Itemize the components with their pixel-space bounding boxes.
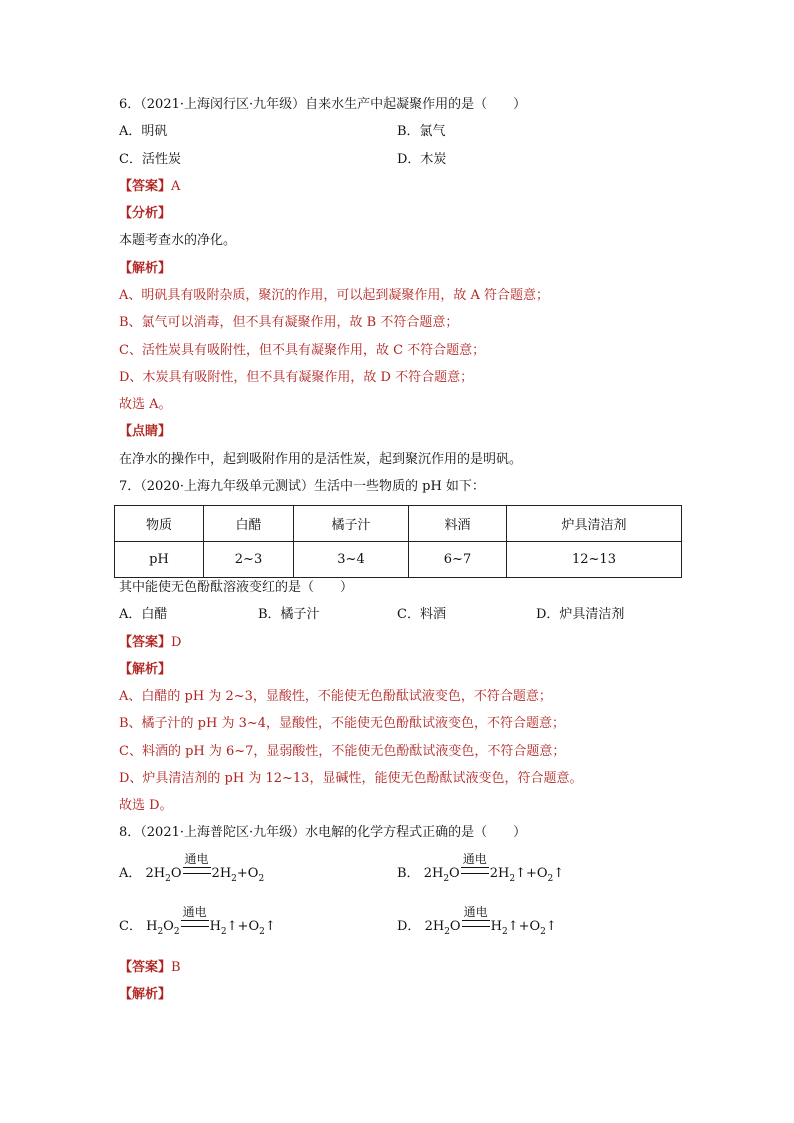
table-cell: 6~7: [409, 542, 507, 578]
q8-explain-tag: 【解析】: [119, 987, 172, 1002]
q6-comment-tag: 【点睛】: [119, 424, 172, 439]
q8-option-a: [119, 852, 265, 884]
q7-explain-tag: 【解析】: [119, 662, 172, 677]
q7-explain-b: B、橘子汁的 pH 为 3~4，显酸性，不能使无色酚酞试液变色，不符合题意；: [119, 716, 566, 731]
table-cell: 12~13: [507, 542, 682, 578]
q7-option-c: C．料酒: [397, 607, 446, 622]
q8-option-b: [397, 852, 565, 884]
q6-analysis-text: 本题考查水的净化。: [119, 233, 237, 248]
answer-tag: 【答案】: [119, 960, 172, 975]
q7-question: 其中能使无色酚酞溶液变红的是（ ）: [119, 580, 354, 595]
q7-option-a: A．白醋: [119, 607, 168, 622]
answer-tag: 【答案】: [119, 635, 172, 650]
reaction-condition: 通电: [181, 919, 209, 935]
q6-comment-text: 在净水的操作中，起到吸附作用的是活性炭，起到聚沉作用的是明矾。: [119, 452, 523, 467]
q7-answer: [119, 635, 181, 651]
q6-explain-d: D、木炭具有吸附性，但不具有凝聚作用，故 D 不符合题意；: [119, 370, 474, 385]
q7-conclusion: 故选 D。: [119, 798, 173, 813]
equation: $2H_2O$ 通电 $2H_2+O_2$: [145, 852, 265, 884]
q6-answer: [119, 179, 180, 195]
table-header-cell: 炉具清洁剂: [507, 506, 682, 542]
q8-option-d: [397, 905, 557, 937]
equation: $H_2O_2$ 通电 $H_2↑+O_2↑$: [146, 905, 276, 937]
q6-analysis-tag: 【分析】: [119, 206, 172, 221]
q6-option-b: B．氯气: [397, 124, 446, 139]
q7-explain-d: D、炉具清洁剂的 pH 为 12~13，显碱性，能使无色酚酞试液变色，符合题意。: [119, 771, 583, 786]
q6-option-c: C．活性炭: [119, 152, 181, 167]
q6-conclusion: 故选 A。: [119, 397, 172, 412]
option-label: A．: [119, 866, 142, 881]
equation: $2H_2O$ 通电 $2H_2↑+O_2↑$: [423, 852, 565, 884]
q7-stem: 7．（2020·上海九年级单元测试）生活中一些物质的 pH 如下：: [119, 479, 485, 494]
table-header-cell: 料酒: [409, 506, 507, 542]
table-header-cell: 白醋: [204, 506, 294, 542]
q7-explain-a: A、白醋的 pH 为 2~3，显酸性，不能使无色酚酞试液变色，不符合题意；: [119, 689, 552, 704]
table-cell: 3~4: [294, 542, 409, 578]
q8-answer: [119, 960, 181, 976]
q6-option-a: A．明矾: [119, 124, 168, 139]
option-label: D．: [397, 919, 421, 934]
answer-value: D: [171, 635, 182, 650]
table-row: [115, 506, 682, 542]
table-cell: pH: [115, 542, 204, 578]
ph-table: [114, 505, 682, 578]
reaction-condition: 通电: [461, 866, 489, 882]
table-cell: 2~3: [204, 542, 294, 578]
reaction-condition: 通电: [462, 919, 490, 935]
q6-explain-tag: 【解析】: [119, 261, 172, 276]
q8-option-c: [119, 905, 276, 937]
answer-value: B: [171, 960, 181, 975]
q7-explain-c: C、料酒的 pH 为 6~7，显弱酸性，不能使无色酚酞试液变色，不符合题意；: [119, 744, 566, 759]
option-label: B．: [397, 866, 420, 881]
q6-explain-c: C、活性炭具有吸附性，但不具有凝聚作用，故 C 不符合题意；: [119, 343, 486, 358]
option-label: C．: [119, 919, 142, 934]
equation: $2H_2O$ 通电 $H_2↑+O_2↑$: [424, 905, 557, 937]
q6-explain-b: B、氯气可以消毒，但不具有凝聚作用，故 B 不符合题意；: [119, 315, 459, 330]
q6-option-d: D．木炭: [397, 152, 447, 167]
q8-stem: 8．（2021·上海普陀区·九年级）水电解的化学方程式正确的是（ ）: [119, 825, 527, 840]
q7-option-b: B．橘子汁: [258, 607, 320, 622]
q6-explain-a: A、明矾具有吸附杂质，聚沉的作用，可以起到凝聚作用，故 A 符合题意；: [119, 288, 550, 303]
reaction-condition: 通电: [183, 866, 211, 882]
answer-value: A: [171, 179, 181, 194]
q7-option-d: D．炉具清洁剂: [536, 607, 625, 622]
answer-tag: 【答案】: [119, 179, 172, 194]
table-header-cell: 物质: [115, 506, 204, 542]
table-header-cell: 橘子汁: [294, 506, 409, 542]
table-row: [115, 542, 682, 578]
q6-stem: 6．（2021·上海闵行区·九年级）自来水生产中起凝聚作用的是（ ）: [119, 97, 527, 112]
